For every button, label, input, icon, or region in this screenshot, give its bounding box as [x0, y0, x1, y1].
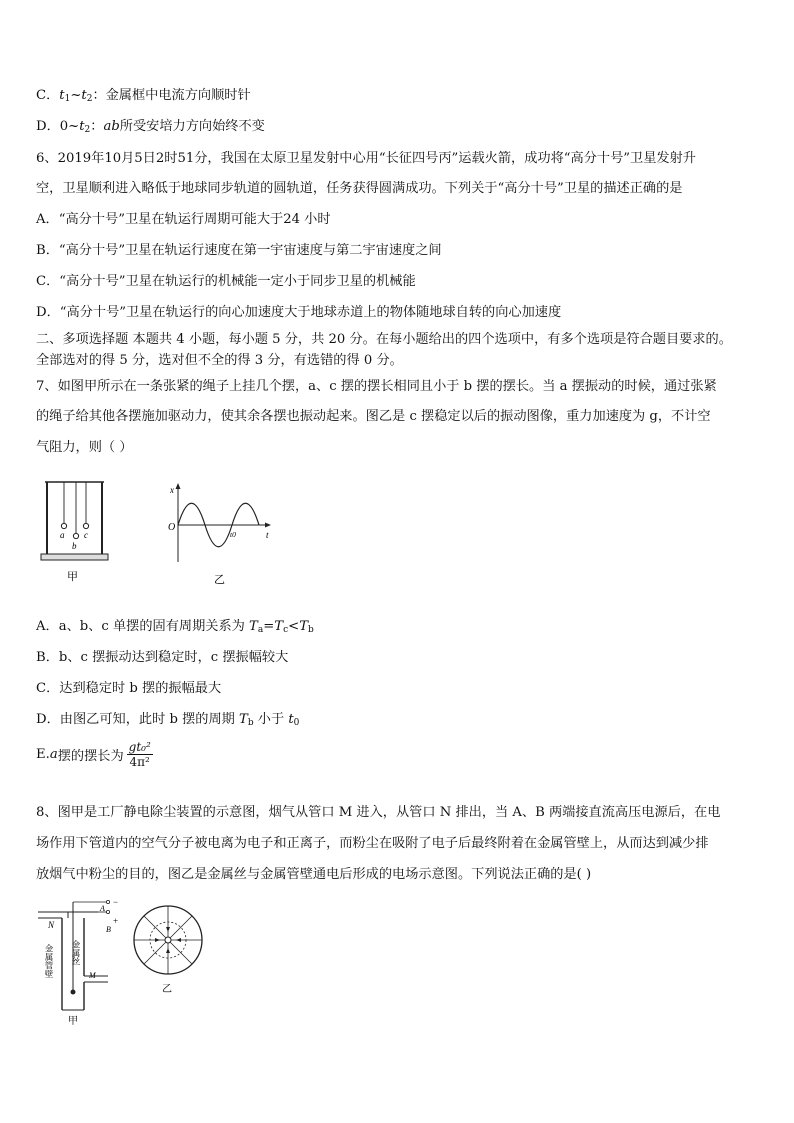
q8-stem-line-3: 放烟气中粉尘的目的，图乙是金属丝与金属管壁通电后形成的电场示意图。下列说法正确的是( ) — [36, 867, 592, 882]
axis-t-label: t — [266, 530, 269, 540]
q8-stem-line-2: 场作用下管道内的空气分子被电离为电子和正离子，而粉尘在吸附了电子后最终附着在金属管壁上，从而达到减少排 — [36, 836, 709, 851]
terminal-b-label: B — [106, 925, 111, 934]
section-2-instructions-line-1: 二、多项选择题 本题共 4 小题，每小题 5 分，共 20 分。在每小题给出的四个选项中，有多个选项是符合题目要求的。 — [36, 332, 732, 347]
metal-wire-label: 金属丝 — [71, 940, 81, 966]
q7-figure-yi-caption: 乙 — [214, 574, 225, 586]
axis-x-label: x — [170, 485, 174, 495]
inlet-n-label: N — [48, 920, 55, 930]
q6-option-c: C．“高分十号”卫星在轨运行的机械能一定小于同步卫星的机械能 — [36, 274, 416, 289]
q8-figure-jia-precipitator — [36, 898, 131, 1028]
q6-option-a: A．“高分十号”卫星在轨运行周期可能大于24 小时 — [36, 212, 331, 227]
q6-option-b: B．“高分十号”卫星在轨运行速度在第一宇宙速度与第二宇宙速度之间 — [36, 243, 442, 258]
q7-option-a: A．a、b、c 单摆的固有周期关系为 $T_a=T_c<T_b$ — [36, 619, 314, 635]
pendulum-b-label: b — [72, 541, 77, 551]
q5-option-d: D．$0\sim t_2$：ab所受安培力方向始终不变 — [36, 119, 265, 135]
q6-stem-line-1: 6、2019年10月5日2时51分，我国在太原卫星发射中心用“长征四号丙”运载火箭，成功将“高分十号”卫星发射升 — [36, 151, 696, 166]
q8-figure-jia-caption: 甲 — [68, 1016, 78, 1027]
q7-stem-line-2: 的绳子给其他各摆施加驱动力，使其余各摆也振动起来。图乙是 c 摆稳定以后的振动图像，重力加速度为 g，不计空 — [36, 409, 711, 424]
section-2-instructions-line-2: 全部选对的得 5 分，选对但不全的得 3 分，有选错的得 0 分。 — [36, 353, 403, 368]
q8-figure-yi-caption: 乙 — [162, 984, 172, 995]
q7-figure-jia-pendulums — [34, 474, 114, 584]
terminal-plus-sign: + — [113, 916, 119, 926]
pendulum-a-label: a — [60, 530, 65, 540]
pendulum-c-label: c — [84, 530, 88, 540]
q7-stem-line-3: 气阻力，则（ ） — [36, 440, 133, 455]
q7-figure-yi-graph — [158, 480, 278, 588]
pendulum-a-bob — [61, 523, 66, 528]
q6-stem-line-2: 空，卫星顺利进入略低于地球同步轨道的圆轨道，任务获得圆满成功。下列关于“高分十号”卫星的描述正确的是 — [36, 181, 683, 196]
metal-tube-wall-label: 金属管壁 — [44, 944, 54, 978]
q7-stem-line-1: 7、如图甲所示在一条张紧的绳子上挂几个摆，a、c 摆的摆长相同且小于 b 摆的摆长。当 a 摆振动的时候，通过张紧 — [36, 379, 717, 394]
q7-option-e: E. a 摆的摆长为 gt₀² 4π² — [36, 740, 151, 769]
q7-option-c: C．达到稳定时 b 摆的振幅最大 — [36, 681, 222, 696]
q8-figure-yi-field — [130, 904, 210, 996]
q8-stem-line-1: 8、图甲是工厂静电除尘装置的示意图，烟气从管口 M 进入，从管口 N 排出，当 A、B 两端接直流高压电源后，在电 — [36, 805, 721, 820]
q7-option-d: D．由图乙可知，此时 b 摆的周期 $T_b$ 小于 $t_0$ — [36, 712, 300, 728]
q7-option-e-fraction: gt₀² 4π² — [128, 740, 151, 769]
pendulum-c-bob — [83, 523, 88, 528]
terminal-a-label: A — [100, 904, 105, 913]
origin-label: O — [168, 522, 176, 533]
outlet-m-label: M — [89, 971, 96, 980]
t0-label: t0 — [230, 530, 236, 539]
q5-option-c: C．$t_1\sim t_2$：金属框中电流方向顺时针 — [36, 88, 251, 104]
terminal-minus-sign: − — [113, 898, 119, 907]
q7-option-b: B．b、c 摆振动达到稳定时，c 摆振幅较大 — [36, 650, 289, 665]
q7-figure-jia-caption: 甲 — [67, 571, 78, 583]
pendulum-b-bob — [73, 533, 78, 538]
q6-option-d: D．“高分十号”卫星在轨运行的向心加速度大于地球赤道上的物体随地球自转的向心加速度 — [36, 305, 562, 320]
